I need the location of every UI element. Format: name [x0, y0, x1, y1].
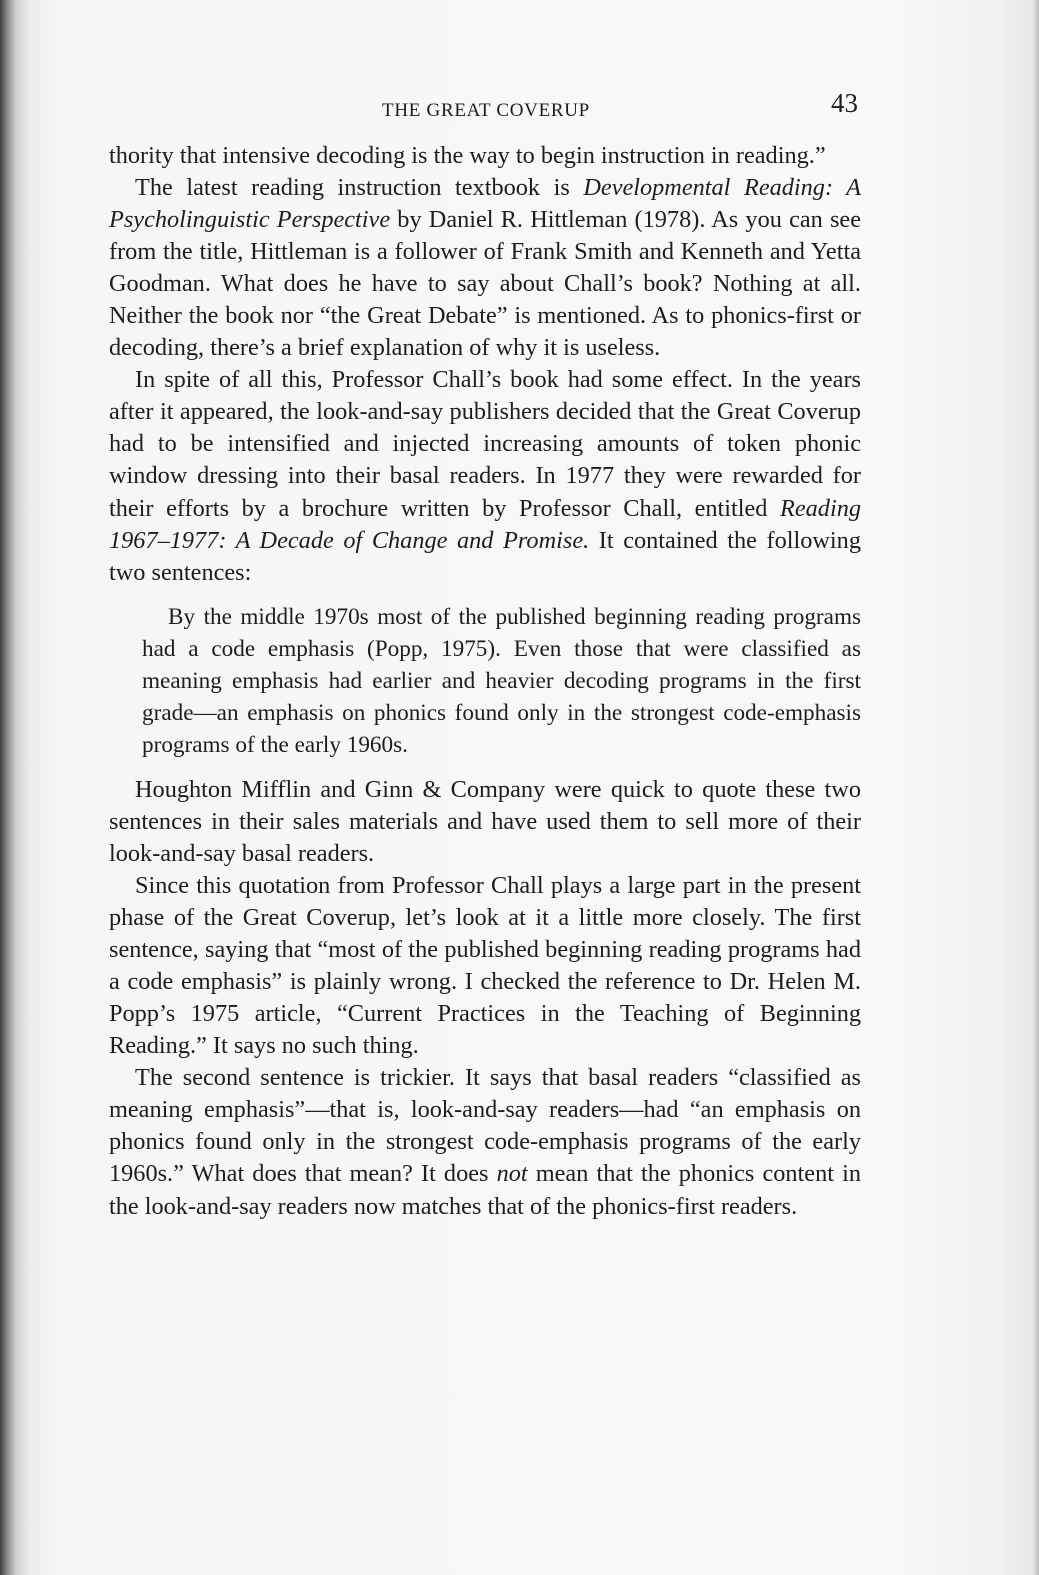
paragraph-first-sentence: Since this quotation from Professor Chall plays a large part in the present phase of the Great Coverup, let’s look at it a little more closely. The first sentence, saying that “most of the published beginning reading programs had a code emphasis” is plainly wrong. I checked the reference to Dr. Helen M. Popp’s 1975 article, “Current Practices in the Teaching of Beginning Reading.” It says no such thing. [109, 872, 861, 1060]
paragraph-text: The second sentence is trickier. It says that basal readers “classified as meaning emphasis”—that is, look-and-say readers—had “an emphasis on phonics found only in the strongest code-emphasis programs of the early 1960s.” What does that mean? It does [109, 1064, 861, 1188]
paragraph-text: by Daniel R. Hittleman (1978). As you can see from the title, Hittleman is a follower of Frank Smith and Kenneth and Yetta Goodman. What does he have to say about Chall’s book? Nothing at all. Neither the book nor “the Great Debate” is mentioned. As to phonics-first or decoding, there’s a brief explanation of why it is useless. [109, 206, 861, 362]
block-quote-text: By the middle 1970s most of the published beginning reading programs had a code emphasis (Popp, 1975). Even those that were classified as meaning emphasis had earlier and heavier decoding programs in the first grade—an emphasis on phonics found only in the strongest code-emphasis programs of the early 1960s. [142, 603, 861, 758]
book-title-developmental-reading: Developmental Reading: A Psycholinguistic Perspective [109, 174, 861, 234]
paragraph-publishers: Houghton Mifflin and Ginn & Company were quick to quote these two sentences in their sales materials and have used them to sell more of their look-and-say basal readers. [109, 775, 861, 867]
paragraph-continued: thority that intensive decoding is the way to begin instruction in reading.” [109, 142, 826, 169]
book-title-reading-decade: Reading 1967–1977: A Decade of Change and Promise. [109, 494, 861, 554]
paragraph-chall-effect [109, 364, 861, 588]
paragraph-text: It contained the following two sentences: [109, 526, 861, 586]
running-head [108, 88, 864, 128]
emphasis-not: not [496, 1160, 528, 1188]
paragraph-text: The latest reading instruction textbook is [135, 174, 584, 202]
paragraph-text: mean that the phonics content in the look-and-say readers now matches that of the phonics-first readers. [109, 1160, 861, 1220]
page-number: 43 [831, 88, 858, 118]
body-text [109, 140, 861, 1223]
block-quote [109, 601, 861, 761]
paragraph-hittleman [109, 172, 861, 364]
paragraph-second-sentence [109, 1062, 861, 1222]
running-title: THE GREAT COVERUP [382, 100, 590, 121]
paragraph-text: In spite of all this, Professor Chall’s book had some effect. In the years after it appeared, the look-and-say publishers decided that the Great Coverup had to be intensified and injected increasing amounts of token phonic window dressing into their basal readers. In 1977 they were rewarded for their efforts by a brochure written by Professor Chall, entitled [109, 366, 861, 522]
